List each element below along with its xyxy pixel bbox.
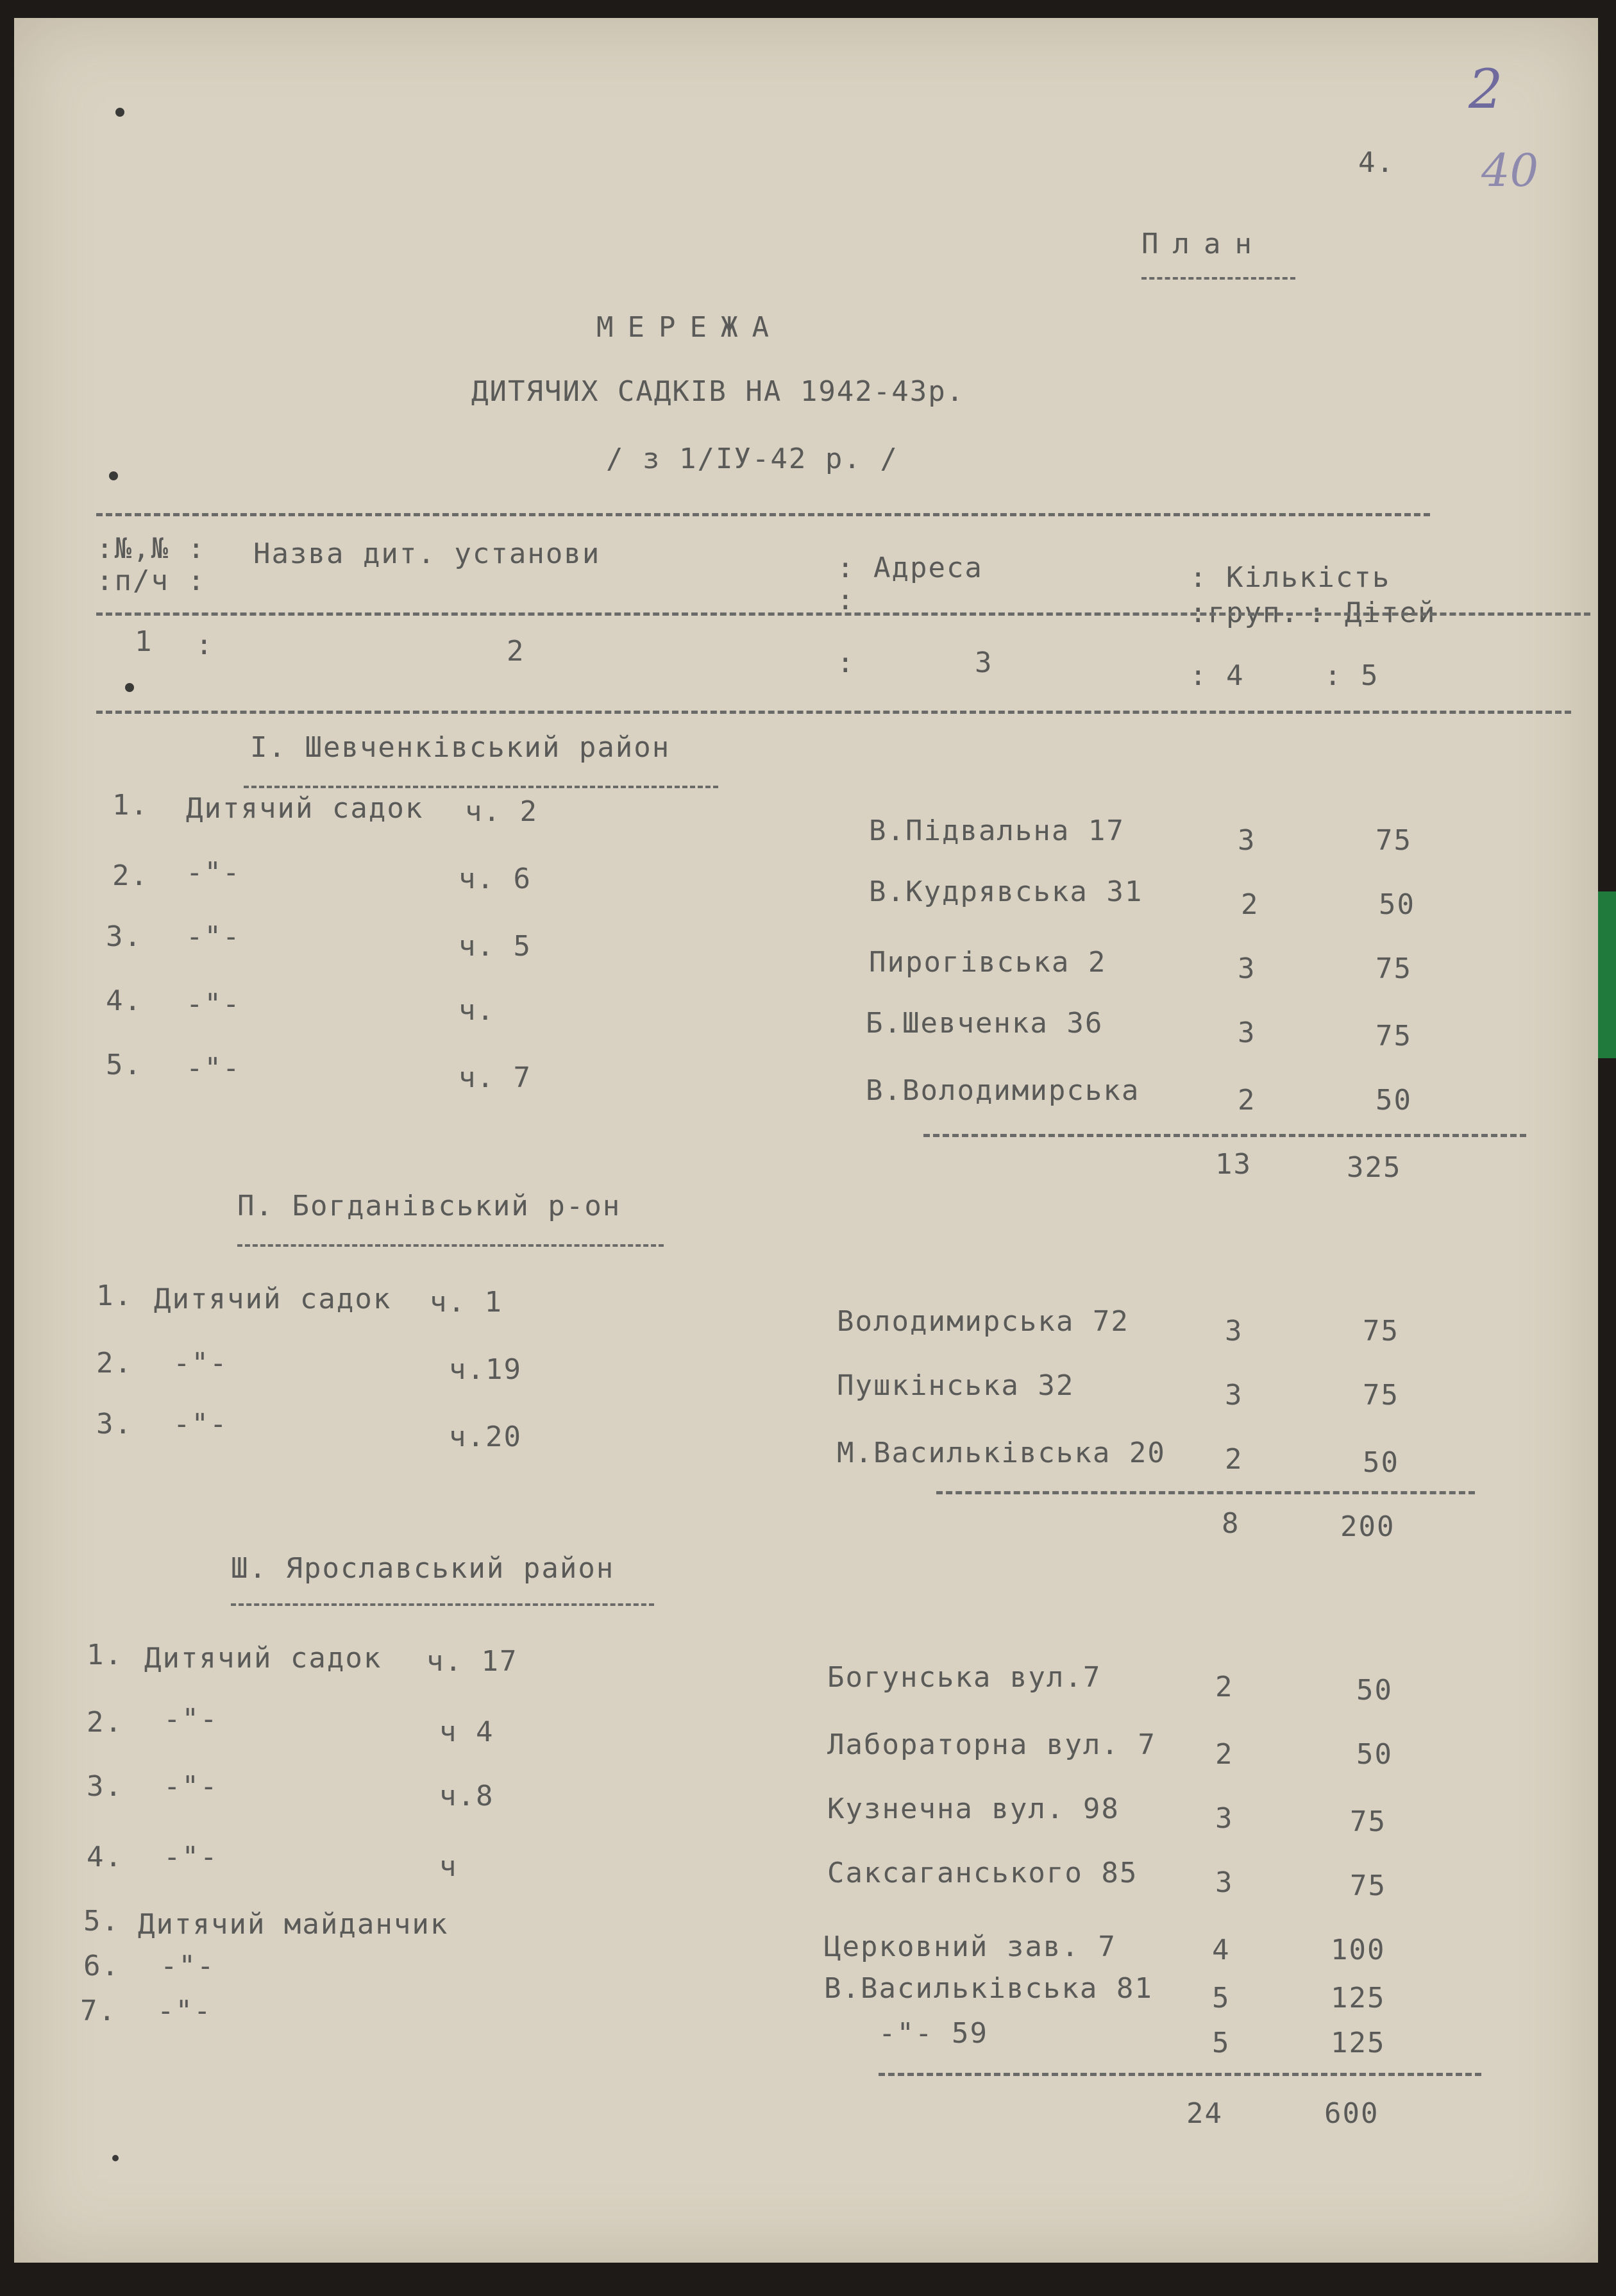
d1-row5-address: В.Володимирська: [866, 1074, 1140, 1107]
d3-row2-part: ч 4: [439, 1716, 494, 1748]
d3-row5-children: 100: [1331, 1934, 1386, 1966]
d3-row4-children: 75: [1350, 1870, 1386, 1902]
d3-total-rule: [879, 2073, 1481, 2076]
district-2-title: П. Богданівський р-он: [237, 1190, 621, 1222]
archive-number-top: 2: [1469, 58, 1503, 121]
d1-row3-groups: 3: [1238, 952, 1256, 985]
d2-row1-name: Дитячий садок: [154, 1283, 392, 1315]
d3-row3-name: -"-: [164, 1770, 219, 1803]
ink-spot: [125, 683, 134, 692]
d1-row1-name: Дитячий садок: [186, 792, 424, 825]
header-num-line2: :п/ч :: [96, 564, 206, 597]
d3-row7-name: -"-: [157, 1995, 212, 2027]
d3-row7-children: 125: [1331, 2027, 1386, 2059]
header-col1: 1: [135, 625, 153, 658]
d1-row3-address: Пирогівська 2: [869, 946, 1107, 979]
d3-row1-groups: 2: [1215, 1671, 1234, 1703]
d1-row4-part: ч.: [459, 994, 495, 1027]
header-rule-bottom: [96, 711, 1571, 714]
header-name: Назва дит. установи: [253, 537, 601, 570]
d1-row5-part: ч. 7: [459, 1061, 532, 1094]
d3-row4-part: ч: [439, 1850, 458, 1883]
d1-row4-groups: 3: [1238, 1017, 1256, 1049]
d1-row4-num: 4.: [106, 984, 142, 1017]
d1-row1-children: 75: [1376, 824, 1412, 857]
d2-row1-groups: 3: [1225, 1315, 1243, 1347]
ink-spot: [109, 471, 118, 480]
district-1-title: І. Шевченківський район: [250, 731, 671, 764]
d2-row1-num: 1.: [96, 1279, 133, 1312]
plan-label: План: [1141, 228, 1266, 260]
d2-row2-children: 75: [1363, 1379, 1399, 1412]
d2-row3-address: М.Васильківська 20: [837, 1437, 1166, 1469]
d3-row1-part: ч. 17: [426, 1645, 518, 1678]
d2-row1-children: 75: [1363, 1315, 1399, 1347]
d1-row3-name: -"-: [186, 920, 241, 953]
d1-total-children: 325: [1347, 1151, 1402, 1184]
d2-row3-num: 3.: [96, 1408, 133, 1440]
district-1-underline: [244, 786, 718, 788]
d3-row2-address: Лабораторна вул. 7: [827, 1728, 1156, 1761]
d2-row3-part: ч.20: [449, 1421, 522, 1453]
title-line2: ДИТЯЧИХ САДКІВ НА 1942-43р.: [471, 375, 965, 408]
header-col2: 2: [507, 635, 525, 668]
d2-row1-part: ч. 1: [430, 1286, 503, 1319]
d1-row4-name: -"-: [186, 988, 241, 1020]
d1-row5-children: 50: [1376, 1084, 1412, 1117]
d2-row3-groups: 2: [1225, 1443, 1243, 1476]
d1-total-rule: [923, 1134, 1526, 1137]
header-col-sep2: :: [837, 646, 855, 679]
d2-row2-num: 2.: [96, 1347, 133, 1380]
d2-row3-name: -"-: [173, 1408, 228, 1440]
ink-spot: [115, 108, 124, 117]
d3-row1-children: 50: [1356, 1674, 1393, 1707]
ink-spot: [112, 2155, 119, 2161]
header-children: : Дітей: [1308, 596, 1436, 629]
d1-row3-part: ч. 5: [459, 930, 532, 963]
d3-row2-num: 2.: [87, 1706, 123, 1739]
d1-row5-groups: 2: [1238, 1084, 1256, 1117]
green-tab-edge: [1598, 891, 1616, 1058]
d1-row3-children: 75: [1376, 952, 1412, 985]
d3-row3-address: Кузнечна вул. 98: [827, 1793, 1120, 1825]
header-rule-mid: [96, 612, 1590, 616]
d3-row4-name: -"-: [164, 1841, 219, 1873]
d3-row4-address: Саксаганського 85: [827, 1857, 1138, 1889]
d1-row1-part: ч. 2: [465, 795, 538, 828]
d1-row4-children: 75: [1376, 1020, 1412, 1052]
header-col3: 3: [975, 646, 993, 679]
header-address-colon: :: [837, 584, 855, 616]
d1-row5-name: -"-: [186, 1052, 241, 1085]
d3-row6-groups: 5: [1212, 1982, 1231, 2014]
d3-row6-num: 6.: [83, 1950, 120, 1982]
d1-row1-address: В.Підвальна 17: [869, 815, 1125, 847]
title-line3: / з 1/ІУ-42 р. /: [606, 443, 898, 475]
d3-row2-children: 50: [1356, 1738, 1393, 1771]
district-3-underline: [231, 1603, 654, 1606]
d3-row1-name: Дитячий садок: [144, 1642, 382, 1675]
d2-row2-name: -"-: [173, 1347, 228, 1380]
d3-row3-part: ч.8: [439, 1780, 494, 1812]
header-num-line1: :№,№ :: [96, 532, 206, 565]
d3-row7-num: 7.: [80, 1995, 117, 2027]
header-address: : Адреса: [837, 552, 983, 584]
d2-row3-children: 50: [1363, 1446, 1399, 1479]
archive-number-second: 40: [1481, 144, 1539, 197]
d3-row6-address: В.Васильківська 81: [824, 1972, 1153, 2005]
d3-row6-children: 125: [1331, 1982, 1386, 2014]
d3-row2-groups: 2: [1215, 1738, 1234, 1771]
d1-row1-num: 1.: [112, 789, 149, 822]
d3-row2-name: -"-: [164, 1703, 219, 1735]
d3-row7-address: -"- 59: [879, 2017, 988, 2050]
d3-row1-address: Богунська вул.7: [827, 1661, 1102, 1694]
d3-total-groups: 24: [1186, 2097, 1223, 2130]
d1-row2-address: В.Кудрявська 31: [869, 875, 1143, 908]
d3-row5-groups: 4: [1212, 1934, 1231, 1966]
d2-row2-address: Пушкінська 32: [837, 1369, 1075, 1402]
header-col5: : 5: [1324, 659, 1379, 692]
d3-row3-groups: 3: [1215, 1802, 1234, 1835]
d2-total-groups: 8: [1222, 1507, 1240, 1540]
d3-row3-children: 75: [1350, 1805, 1386, 1838]
d1-row2-groups: 2: [1241, 888, 1259, 921]
d2-total-rule: [936, 1491, 1475, 1494]
d2-total-children: 200: [1340, 1510, 1395, 1543]
header-count: : Кількість: [1190, 561, 1391, 594]
d3-row7-groups: 5: [1212, 2027, 1231, 2059]
d2-row2-groups: 3: [1225, 1379, 1243, 1412]
title-line1: МЕРЕЖА: [596, 311, 783, 344]
d1-row4-address: Б.Шевченка 36: [866, 1007, 1104, 1040]
d1-row1-groups: 3: [1238, 824, 1256, 857]
d1-row2-name: -"-: [186, 856, 241, 889]
d3-row3-num: 3.: [87, 1770, 123, 1803]
d3-row5-num: 5.: [83, 1905, 120, 1937]
d3-row4-groups: 3: [1215, 1866, 1234, 1899]
d1-row3-num: 3.: [106, 920, 142, 953]
header-groups: :груп.: [1190, 596, 1299, 629]
d1-row2-children: 50: [1379, 888, 1415, 921]
district-2-underline: [237, 1244, 664, 1247]
plan-underline: [1141, 277, 1295, 280]
d1-row5-num: 5.: [106, 1049, 142, 1081]
d3-row1-num: 1.: [87, 1639, 123, 1671]
header-col-sep1: :: [196, 629, 214, 661]
d1-row2-part: ч. 6: [459, 863, 532, 895]
d2-row2-part: ч.19: [449, 1353, 522, 1386]
d2-row1-address: Володимирська 72: [837, 1305, 1129, 1338]
d3-total-children: 600: [1324, 2097, 1379, 2130]
header-col4: : 4: [1190, 659, 1245, 692]
d3-row5-name: Дитячий майданчик: [138, 1908, 449, 1941]
page-number: 4.: [1358, 146, 1395, 179]
d1-total-groups: 13: [1215, 1148, 1252, 1181]
d3-row5-address: Церковний зав. 7: [824, 1930, 1116, 1963]
district-3-title: Ш. Ярославський район: [231, 1552, 615, 1585]
d3-row4-num: 4.: [87, 1841, 123, 1873]
header-rule-top: [96, 513, 1430, 516]
d3-row6-name: -"-: [160, 1950, 215, 1982]
d1-row2-num: 2.: [112, 859, 149, 892]
